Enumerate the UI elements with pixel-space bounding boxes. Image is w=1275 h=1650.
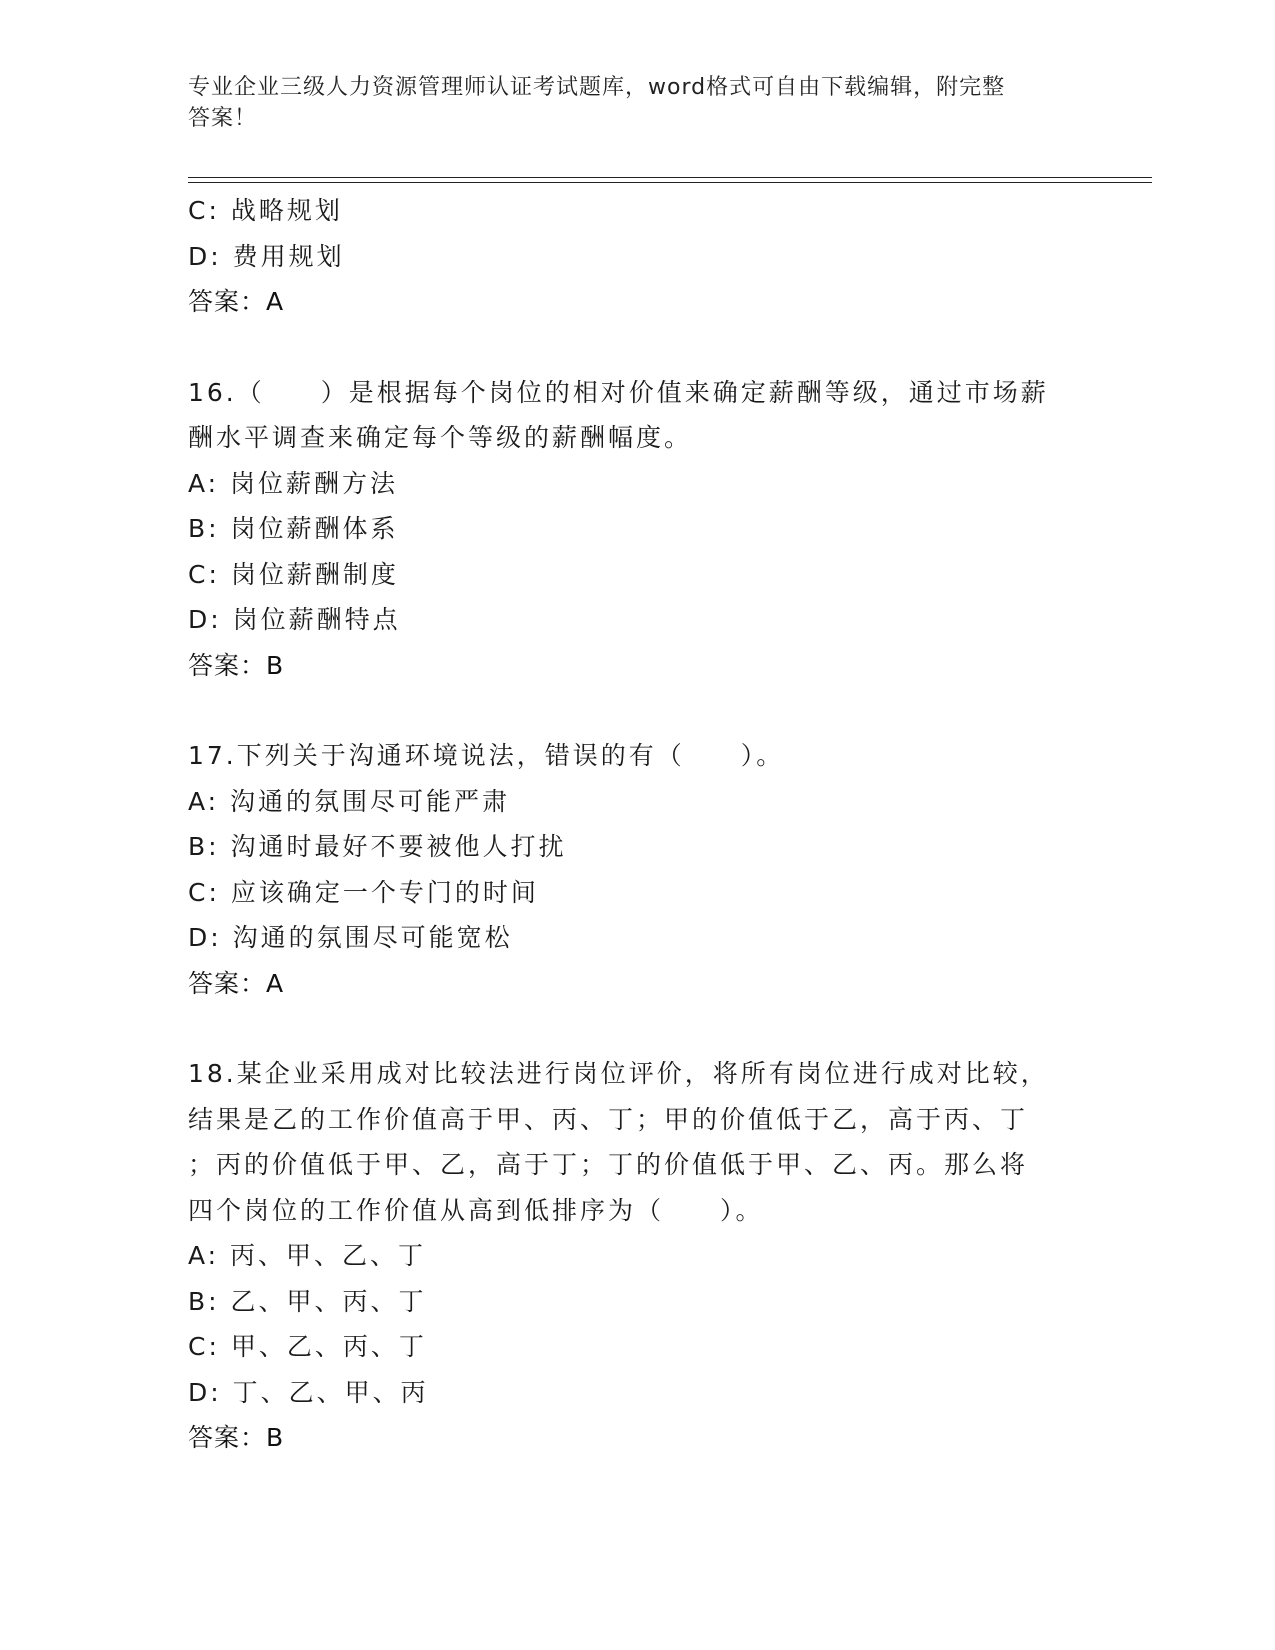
question-fragment [188,188,1088,325]
question-stem [188,370,1088,461]
stem-row: 17.下列关于沟通环境说法，错误的有（ ）。 [188,741,785,770]
option-d: D: 费用规划 [188,241,345,271]
option-a: A: 沟通的氛围尽可能严肃 [188,786,511,816]
stem-row: ；丙的价值低于甲、乙，高于丁；丁的价值低于甲、乙、丙。那么将 [188,1150,1029,1179]
spacer [188,688,1088,733]
question-17 [188,733,1088,1006]
header-divider-bottom [188,182,1152,183]
stem-row: 18.某企业采用成对比较法进行岗位评价，将所有岗位进行成对比较， [188,1059,1049,1088]
question-stem [188,1051,1088,1233]
header-line-1: 专业企业三级人力资源管理师认证考试题库，word格式可自由下载编辑，附完整 [188,75,1006,100]
stem-row: 酬水平调查来确定每个等级的薪酬幅度。 [188,423,693,452]
option-c: C: 应该确定一个专门的时间 [188,877,539,907]
stem-row: 16.（ ）是根据每个岗位的相对价值来确定薪酬等级，通过市场薪 [188,377,1049,407]
answer-line: 答案：B [188,1423,285,1452]
option-b: B: 沟通时最好不要被他人打扰 [188,832,567,861]
question-stem [188,733,1088,779]
answer-line: 答案：A [188,287,285,316]
option-b: B: 乙、甲、丙、丁 [188,1286,427,1316]
spacer [188,1006,1088,1051]
header-line-2: 答案！ [188,106,258,131]
header-divider-top [188,177,1152,178]
stem-row: 四个岗位的工作价值从高到低排序为（ ）。 [188,1195,764,1225]
question-16 [188,370,1088,689]
page-header [188,72,1068,134]
question-list [188,188,1088,1461]
option-a: A: 丙、甲、乙、丁 [188,1241,427,1270]
option-c: C: 甲、乙、丙、丁 [188,1332,427,1361]
spacer [188,325,1088,370]
answer-line: 答案：A [188,968,285,998]
answer-line: 答案：B [188,650,285,680]
option-a: A: 岗位薪酬方法 [188,468,399,498]
option-c: C: 战略规划 [188,196,343,225]
option-b: B: 岗位薪酬体系 [188,514,399,543]
option-d: D: 丁、乙、甲、丙 [188,1377,429,1407]
option-d: D: 岗位薪酬特点 [188,605,401,634]
stem-row: 结果是乙的工作价值高于甲、丙、丁；甲的价值低于乙，高于丙、丁 [188,1104,1029,1134]
option-d: D: 沟通的氛围尽可能宽松 [188,923,513,952]
option-c: C: 岗位薪酬制度 [188,559,399,589]
question-18 [188,1051,1088,1461]
